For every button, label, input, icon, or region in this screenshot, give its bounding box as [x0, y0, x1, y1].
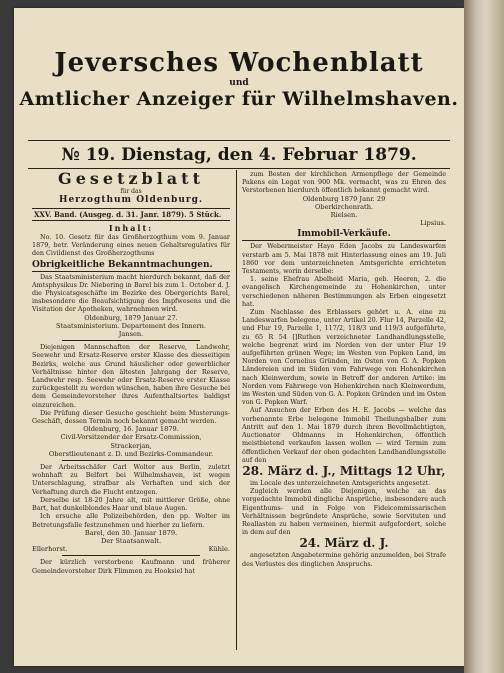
notice-3-text: Der Arbeitsschäfer Carl Wolter aus Berlin, zuletzt wohnhaft zu Belfort bei Wilhelmshaven, ist wegen Unterschlagung, strafbar als Verhaften und sich der Verhaftung durch die Flucht entzogen. — [32, 463, 230, 496]
notice-1-signature: Staatsministerium. Departement des Innern. — [56, 321, 206, 330]
immobil-text-1: Der Webermeister Hayo Eden Jacobs zu Landeswarfen verstarb am 5. Mai 1878 mit Hinterlassung eines am 19. Juli 1860 vor dem unterzeichneten Amtsgerichte errichteten Testaments, worin derselbe: — [242, 242, 446, 276]
legat-text: zum Besten der kirchlichen Armenpflege der Gemeinde Pakens ein Legat von 900 Mk. vermacht, was zu Ehren des Verstorbenen hierdurch öffentlich bekannt gemacht wird. — [242, 170, 446, 195]
gesetzblatt-title: Gesetzblatt — [58, 169, 204, 188]
notice-2-name: Strackerjan, — [110, 441, 152, 450]
left-column — [32, 170, 230, 575]
notice-3-text-b: Derselbe ist 18-20 Jahre alt, mit mittlerer Größe, ohne Bart, hat dunkelblondes Haar und blaue Augen. — [32, 495, 230, 513]
immobil-text-5: Zugleich werden alle Diejenigen, welche an das vorgedachte Immobil dingliche Ansprüche, insbesondere auch Eigenthums- und in Folge von Fideicommissarischen Verhältnissen begründete Ansprüche, sowie Servituten und Reallasten zu haben vermeinen, hiermit aufgefordert, solche in dem auf den — [242, 487, 446, 537]
legat-org: Oberkirchenrath. — [314, 202, 374, 211]
issue-line: № 19. Dienstag, den 4. Februar 1879. — [61, 145, 417, 165]
newspaper-title: Jeversches Wochenblatt — [54, 48, 424, 78]
notice-1-text: Das Staatsministerium macht hierdurch bekannt, daß der Amtsphysikus Dr. Niebering in Barel bis zum 1. October d. J. die Physicatsgeschäfte im Bezirke des Obergerichts Barel, insbesondere die Beaufsichtigung des Impfwesens und die Visitation der Apotheken, wahrnehmen wird. — [32, 272, 230, 314]
inhalt-text: No. 10. Gesetz für das Großherzogthum vom 9. Januar 1879, betr. Veränderung eines neuen Gehaltsregulativs für den Civildienst des Großherzogthums — [32, 233, 230, 258]
notice-3-org: Der Staatsanwalt. — [100, 536, 162, 545]
notice-3-signature-row — [32, 545, 230, 553]
newspaper-page — [14, 8, 464, 666]
notice-2-org: Civil-Vorsitzender der Ersatz-Commission, — [60, 433, 202, 442]
notice-2-text-b: Die Prüfung dieser Gesuche geschieht beim Musterungs-Geschäft, dessen Termin noch bekannt gemacht werden. — [32, 408, 230, 426]
section-heading-obrigkeitliche: Obrigkeitliche Bekanntmachungen. — [32, 260, 230, 272]
legat-right-name: Lipsius. — [420, 219, 446, 228]
right-column — [242, 170, 446, 568]
notice-1-date: Oldenburg, 1879 Januar 27. — [84, 313, 178, 322]
masthead — [14, 48, 464, 110]
book-binding — [464, 0, 504, 673]
notice-3-date: Barel, den 30. Januar 1879. — [84, 528, 178, 537]
notice-4-text: Der kürzlich verstorbene Kaufmann und früherer Gemeindevorsteher Dirk Flimmen zu Hooksiel hat — [32, 558, 230, 575]
notice-2-date: Oldenburg, 16. Januar 1879. — [83, 425, 179, 434]
immobil-text-3: Auf Ansuchen der Erben des H. E. Jacobs — welche das vorbenannte Erbe belegene Immobil Theilungshalber zum Antritt auf den 1. Mai 1879 durch ihren Bevollmächtigten, Auctionator Oldmanns in Hohenkirchen, öffentlich meistbietend verkaufen lassen wollen — wird Termin zum öffentlichen Verkauf der oben gedachten Landhandlungsstelle auf den — [242, 406, 446, 464]
notice-2-text: Diejenigen Mannschaften der Reserve, Landwehr, Seewehr und Ersatz-Reserve erster Klasse des diesseitigen Bezirks, welche aus Grund häuslicher oder gewerblicher Verhältnisse hinter den ältesten Jahrgang der Reserve, Landwehr resp. Seewehr oder Ersatz-Reserve erster Klasse zurückgestellt zu werden wünschen, haben ihre Gesuche bei dem Gemeindevorsteher ihres Aufenthaltsortes baldigst einzureichen. — [32, 343, 230, 409]
column-divider — [236, 170, 237, 650]
notice-3-text-c: Ich ersuche alle Polizeibehörden, den pp. Wolter im Betretungsfalle festzunehmen und hierher zu liefern. — [32, 512, 230, 529]
notice-separator — [62, 555, 200, 556]
auction-date: 28. März d. J., Mittags 12 Uhr, — [242, 463, 446, 478]
gesetzblatt-herzogthum: Herzogthum Oldenburg. — [58, 195, 204, 205]
legat-date: Oldenburg 1879 Janr. 29 — [302, 194, 386, 203]
newspaper-subtitle: Amtlicher Anzeiger für Wilhelmshaven. — [19, 88, 459, 110]
legat-name: Rielsen. — [330, 211, 358, 220]
immobil-heirs-list: 1. seine Ehefrau Abelheid Maria, geb. Heeren, 2. die evangelisch Kirchengemeinde zu Hohenkirchen, unter verschiedenen näheren Bestimmungen als Erben eingesetzt hat. — [242, 275, 446, 308]
notice-2-signature: Oberstlieutenant z. D. und Bezirks-Commandeur. — [48, 449, 214, 458]
gesetzblatt-fuer: für das — [120, 188, 142, 195]
claims-date: 24. März d. J. — [299, 536, 389, 551]
section-heading-immobil: Immobil-Verkäufe. — [242, 229, 446, 241]
title-connector: und — [229, 78, 249, 88]
notice-1-name: Jansen. — [118, 330, 144, 339]
immobil-text-6: angesetzten Angabetermine gehörig anzumelden, bei Strafe des Verlustes des dinglichen Anspruchs. — [242, 551, 446, 568]
notice-3-name: Ellerhorst. — [32, 545, 68, 554]
immobil-text-4: im Locale des unterzeichneten Amtsgerichts angesetzt. — [250, 478, 431, 487]
notice-separator — [62, 460, 200, 461]
gesetzblatt-band: XXV. Band. (Ausgeg. d. 31. Janr. 1879). 5 Stück. — [32, 208, 230, 221]
notice-3-right: Kühle. — [208, 545, 230, 554]
masthead-rule-top — [28, 140, 450, 141]
inhalt-heading: Inhalt: — [108, 223, 154, 233]
notice-separator — [62, 340, 200, 341]
immobil-text-2: Zum Nachlasse des Erblassers gehört u. A. eine zu Landeswarfen belegene, unter Artikel 20. Flur 14, Parzelle 42, und Flur 19, Parzelle 1, 117/2, 118/3 und 119/3 aufgeführte, zu 65 R 54 []Ruthen verzeichneter Landhandlungsstelle, welche begrenzt wird im Norden von der unter Flur 19 aufgeführten grünen Wege; im Westen von Popken Land, im Norden von Cornelius Gründen, im Osten von G. A. Popken Ländereien und im Süden vom Fahrwege von Hohenkirchen nach Kleinwerdum, sowie in Betreff der anderen Artike: im Norden vom Fahrwege von Hohenkirchen nach Kleinwerdum, im Westen und Süden von G. A. Popken Gründen und im Osten von G. Popken Warf. — [242, 308, 446, 407]
